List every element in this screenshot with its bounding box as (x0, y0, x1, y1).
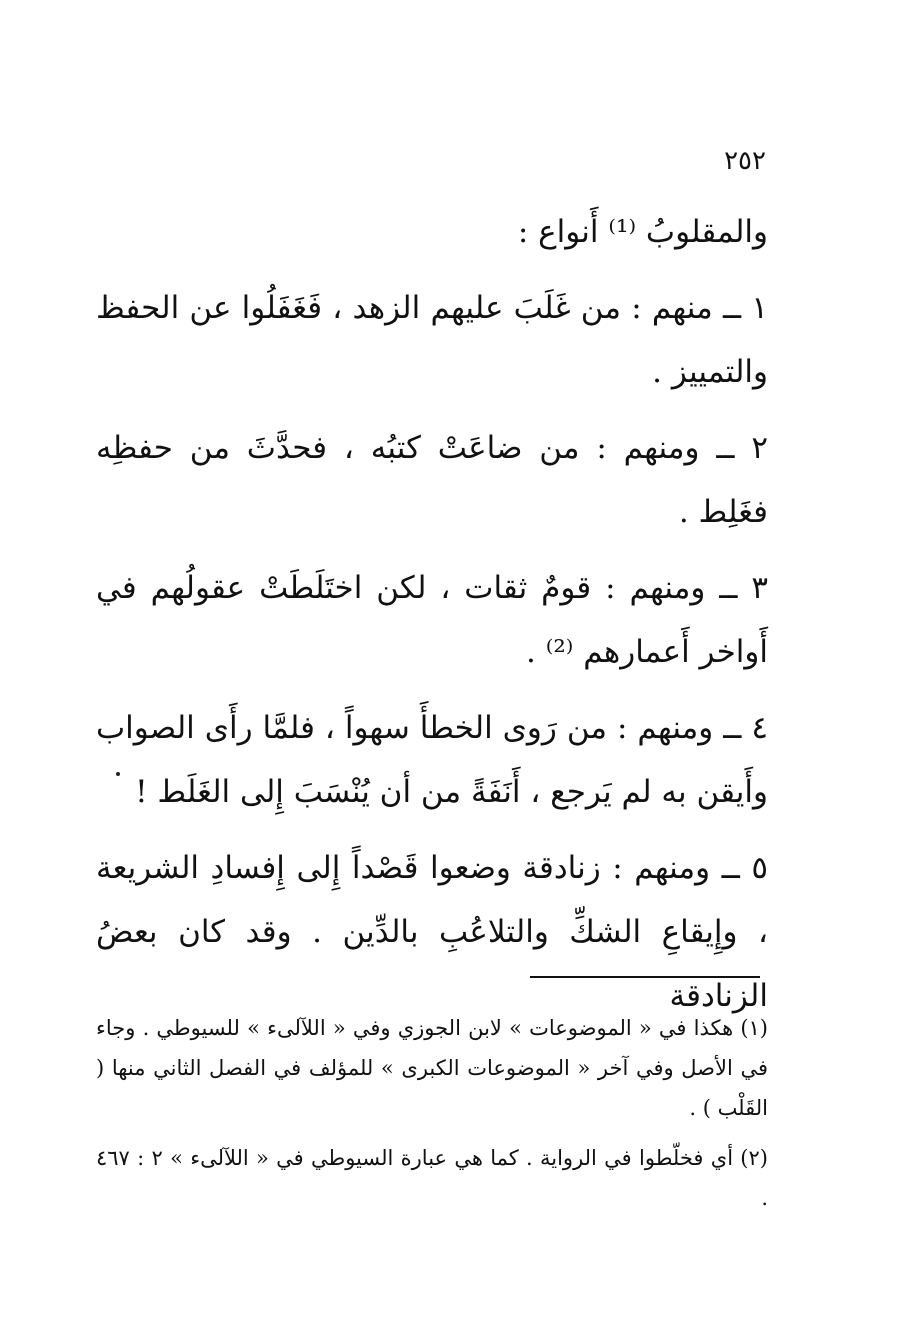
footnotes (96, 1008, 768, 1228)
ink-speck (116, 772, 120, 776)
paragraph-4: ٤ ــ ومنهم : من رَوى الخطأَ سهواً ، فلمَّا رأَى الصواب وأَيقن به لم يَرجع ، أَنَفَةً من أن يُنْسَبَ إِلى الغَلَط ! (96, 710, 768, 810)
footnote-1: (١) هكذا في « الموضوعات » لابن الجوزي وفي « اللآلىء » للسيوطي . وجاء في الأصل وفي آخر « الموضوعات الكبرى » للمؤلف في الفصل الثاني منها ( القَلْب ) . (96, 1016, 768, 1120)
paragraph-1: ١ ــ منهم : من غَلَبَ عليهم الزهد ، فَغَفَلُوا عن الحفظ والتمييز . (96, 290, 768, 390)
paragraph-2: ٢ ــ ومنهم : من ضاعَتْ كتبُه ، فحدَّثَ من حفظِه فغَلِط . (96, 430, 768, 530)
paragraph-5: ٥ ــ ومنهم : زنادقة وضعوا قَصْداً إِلى إِفسادِ الشريعة ، وإِيقاعِ الشكِّ والتلاعُبِ بالدِّين . وقد كان بعضُ الزنادقة (96, 850, 768, 1014)
intro-paragraph: والمقلوبُ ⁽¹⁾ أَنواع : (517, 214, 768, 250)
main-text (96, 200, 768, 1040)
footnote-divider (530, 976, 760, 978)
paragraph-3: ٣ ــ ومنهم : قومٌ ثقات ، لكن اختَلَطَتْ عقولُهم في أَواخر أَعمارهم ⁽²⁾ . (96, 570, 768, 670)
page-number: ٢٥٢ (724, 146, 766, 176)
footnote-2: (٢) أي فخلّطوا في الرواية . كما هي عبارة السيوطي في « اللآلىء » ٢ : ٤٦٧ . (96, 1146, 768, 1210)
